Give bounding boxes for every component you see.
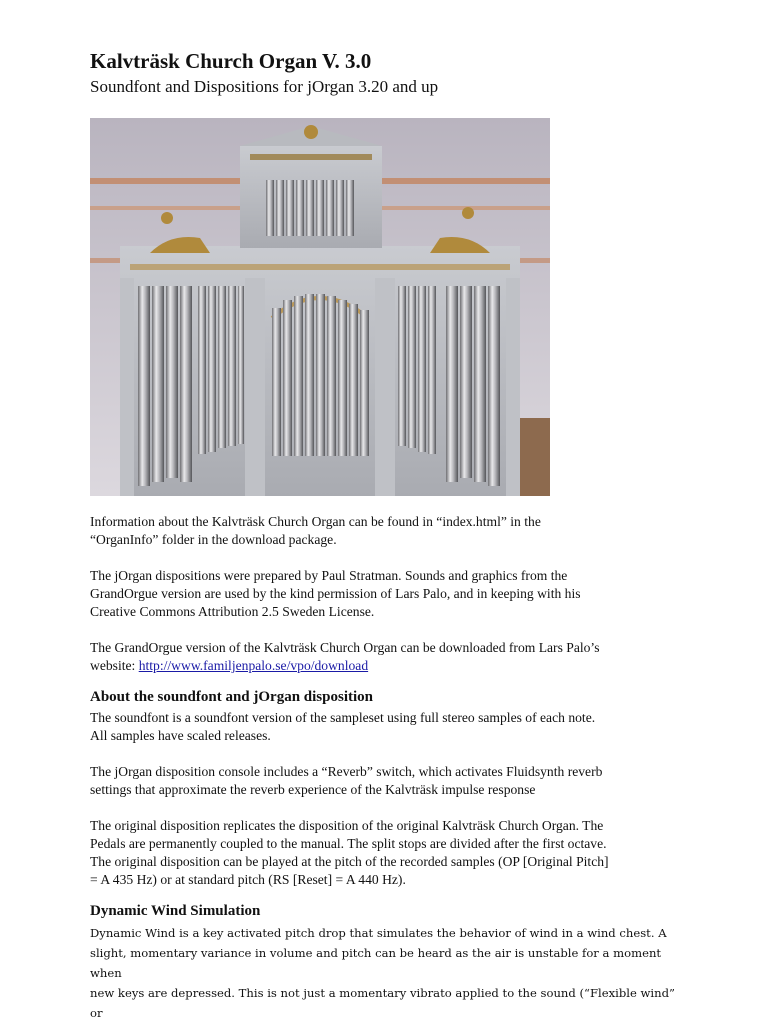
dynamic-wind-heading: Dynamic Wind Simulation [90,903,261,919]
text-line: website: [90,658,139,673]
center-pipes [272,294,369,456]
intro-paragraph-1 [90,513,690,549]
text-line: The jOrgan dispositions were prepared by Paul Stratman. Sounds and graphics from the [90,568,568,583]
soundfont-paragraph-1 [90,709,690,745]
organ-photo [90,118,550,496]
intro-paragraph-3 [90,639,690,675]
text-line: Dynamic Wind is a key activated pitch drop that simulates the behavior of wind in a wind chest. A [90,926,667,940]
soundfont-paragraph-2 [90,763,690,799]
text-line: Information about the Kalvträsk Church Organ can be found in “index.html” in the [90,514,541,529]
text-line: The GrandOrgue version of the Kalvträsk Church Organ can be downloaded from Lars Palo’s [90,640,600,655]
download-link[interactable]: http://www.familjenpalo.se/vpo/download [138,658,369,673]
document-subtitle: Soundfont and Dispositions for jOrgan 3.20 and up [90,77,439,96]
text-line: = A 435 Hz) or at standard pitch (RS [Reset] = A 440 Hz). [90,872,406,887]
soundfont-paragraph-3 [90,817,690,889]
document-title: Kalvträsk Church Organ V. 3.0 [90,49,372,73]
dynamic-wind-paragraph [90,923,690,1023]
text-line: slight, momentary variance in volume and pitch can be heard as the air is unstable for a moment when [90,946,662,980]
text-line: All samples have scaled releases. [90,728,271,743]
document-page [90,48,690,1023]
text-line: Creative Commons Attribution 2.5 Sweden License. [90,604,375,619]
text-line: The soundfont is a soundfont version of the sampleset using full stereo samples of each note. [90,710,596,725]
intro-paragraph-2 [90,567,690,621]
text-line: new keys are depressed. This is not just a momentary vibrato applied to the sound (“Flexible wind” or [90,986,675,1020]
top-pipes [266,180,354,236]
text-line: Pedals are permanently coupled to the manual. The split stops are divided after the first octave. [90,836,607,851]
soundfont-heading: About the soundfont and jOrgan disposition [90,689,374,705]
text-line: “OrganInfo” folder in the download package. [90,532,337,547]
text-line: GrandOrgue version are used by the kind permission of Lars Palo, and in keeping with his [90,586,581,601]
text-line: The jOrgan disposition console includes a “Reverb” switch, which activates Fluidsynth reverb [90,764,603,779]
text-line: The original disposition can be played at the pitch of the recorded samples (OP [Original Pitch] [90,854,609,869]
text-line: The original disposition replicates the disposition of the original Kalvträsk Church Organ. The [90,818,604,833]
text-line: settings that approximate the reverb experience of the Kalvträsk impulse response [90,782,536,797]
